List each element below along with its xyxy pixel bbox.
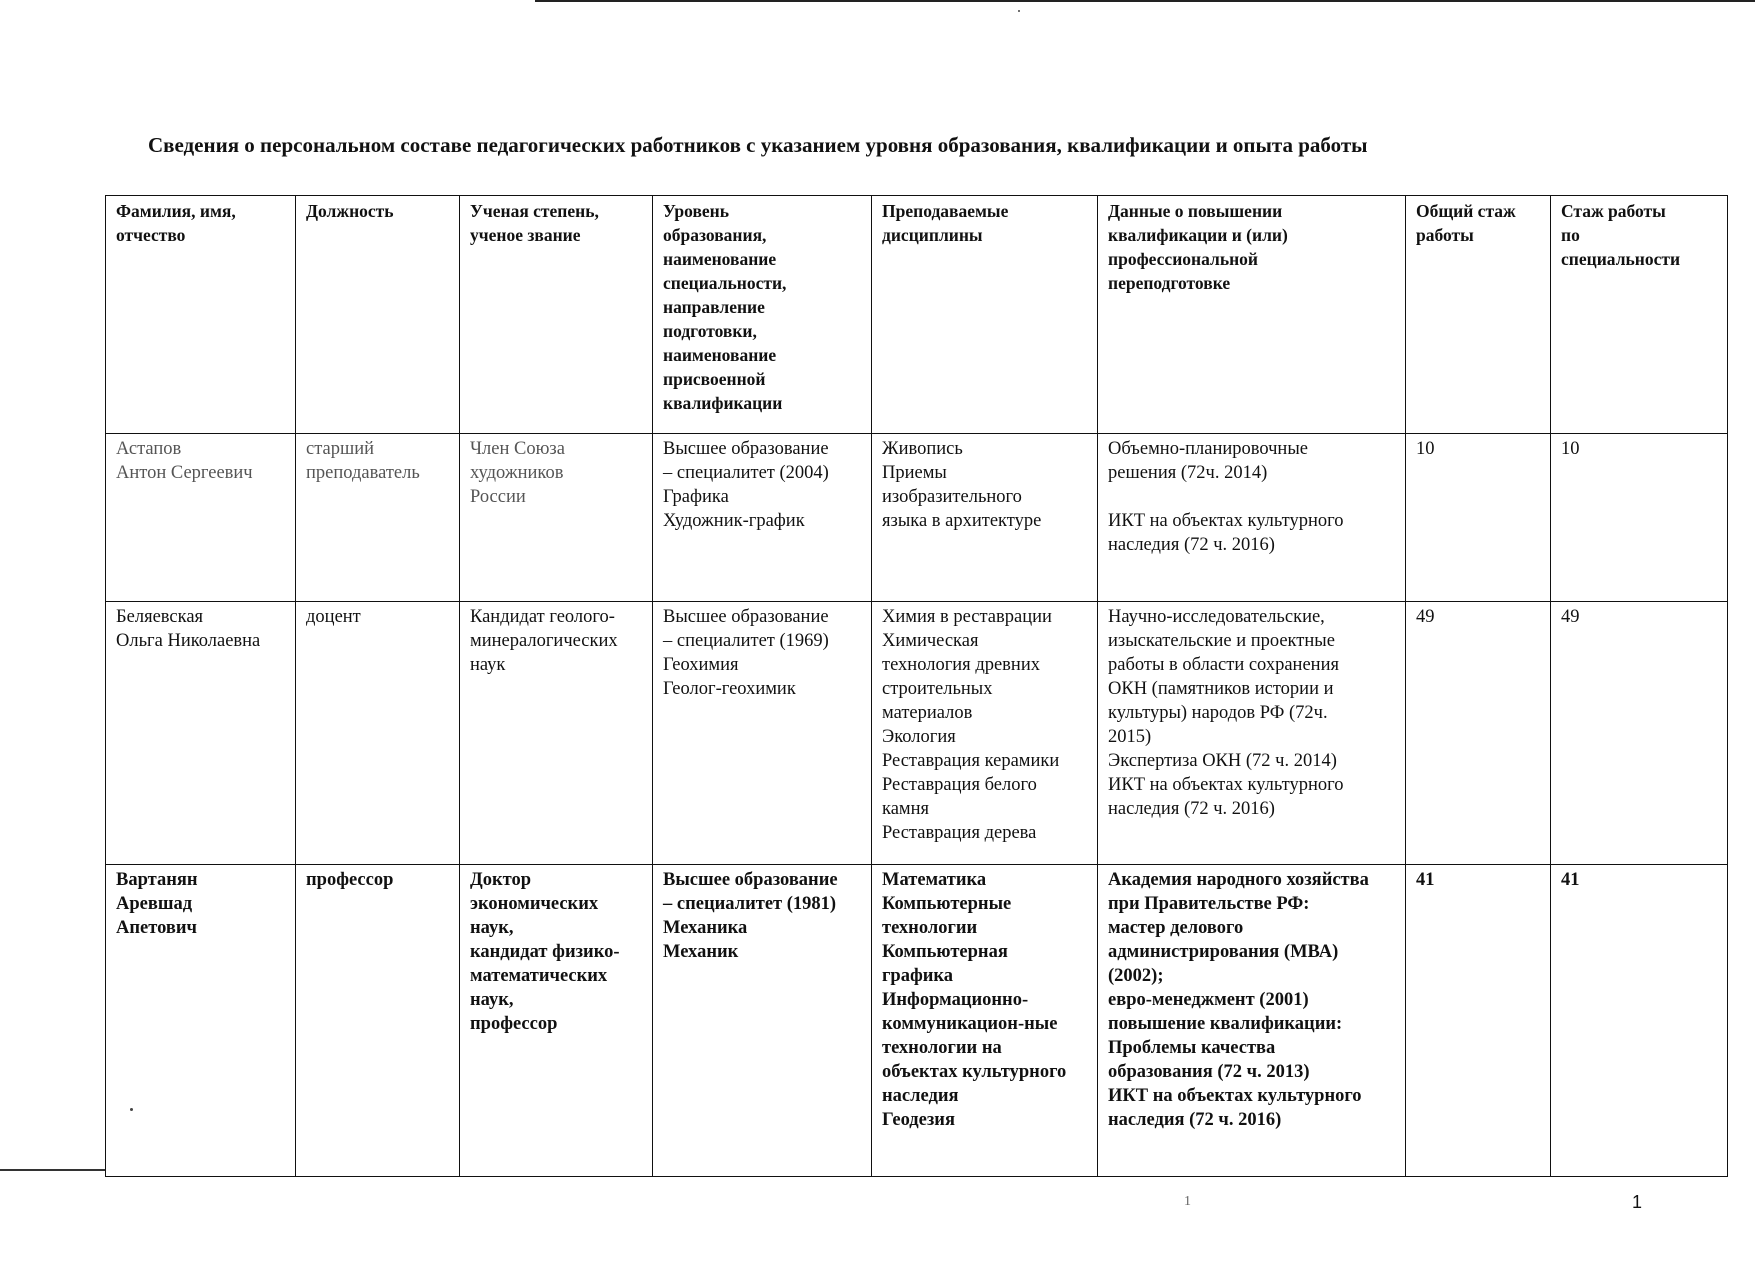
cell-line: доцент xyxy=(306,607,361,627)
cell-line: квалификации и (или) xyxy=(1108,225,1288,245)
cell-disciplines xyxy=(872,602,1098,865)
cell-line: – специалитет (2004) xyxy=(663,463,829,483)
cell-line: технологии на xyxy=(882,1038,1002,1058)
cell-training xyxy=(1098,865,1406,1177)
table-row xyxy=(106,602,1728,865)
cell-line: Антон Сергеевич xyxy=(116,463,253,483)
cell-line: Кандидат геолого- xyxy=(470,607,615,627)
cell-line: Должность xyxy=(306,201,394,221)
cell-education xyxy=(653,602,872,865)
cell-line: Высшее образование xyxy=(663,870,838,890)
cell-line: (2002); xyxy=(1108,966,1164,986)
cell-line: России xyxy=(470,487,526,507)
cell-specialty-experience: 10 xyxy=(1551,434,1728,602)
cell-line: материалов xyxy=(882,703,973,723)
header-specialty-experience xyxy=(1551,196,1728,434)
cell-education xyxy=(653,434,872,602)
cell-line xyxy=(1108,485,1394,509)
cell-line: Вартанян xyxy=(116,870,198,890)
cell-specialty-experience: 49 xyxy=(1551,602,1728,865)
header-education xyxy=(653,196,872,434)
cell-line: Информационно- xyxy=(882,990,1029,1010)
cell-line: Экспертиза ОКН (72 ч. 2014) xyxy=(1108,751,1337,771)
cell-line: 2015) xyxy=(1108,727,1152,747)
cell-training xyxy=(1098,434,1406,602)
cell-line: объектах культурного xyxy=(882,1062,1067,1082)
cell-line: Академия народного хозяйства xyxy=(1108,870,1369,890)
cell-line: при Правительстве РФ: xyxy=(1108,894,1310,914)
cell-line: кандидат физико- xyxy=(470,942,620,962)
cell-line: Ученая степень, xyxy=(470,201,599,221)
header-position xyxy=(296,196,460,434)
page-mark: 1 xyxy=(1184,1194,1191,1209)
cell-line: Уровень xyxy=(663,201,730,221)
cell-specialty-experience: 41 xyxy=(1551,865,1728,1177)
cell-total-experience: 41 xyxy=(1406,865,1551,1177)
cell-line: администрирования (МВА) xyxy=(1108,942,1339,962)
cell-line: Реставрация белого xyxy=(882,775,1037,795)
cell-line: Механик xyxy=(663,942,739,962)
cell-line: Компьютерная xyxy=(882,942,1008,962)
cell-line: профессор xyxy=(470,1014,558,1034)
cell-line: образования (72 ч. 2013) xyxy=(1108,1062,1310,1082)
cell-total-experience: 10 xyxy=(1406,434,1551,602)
scan-edge-top xyxy=(535,0,1755,2)
cell-line: повышение квалификации: xyxy=(1108,1014,1343,1034)
cell-line: ИКТ на объектах культурного xyxy=(1108,511,1344,531)
cell-line: Фамилия, имя, xyxy=(116,201,236,221)
cell-line: работы xyxy=(1416,225,1474,245)
cell-line: образования, xyxy=(663,225,767,245)
cell-line: Механика xyxy=(663,918,748,938)
cell-line: наук xyxy=(470,655,506,675)
cell-line: Данные о повышении xyxy=(1108,201,1283,221)
header-total-experience xyxy=(1406,196,1551,434)
header-degree xyxy=(460,196,653,434)
cell-line: подготовки, xyxy=(663,321,757,341)
cell-line: камня xyxy=(882,799,930,819)
cell-line: графика xyxy=(882,966,954,986)
cell-line: Геохимия xyxy=(663,655,739,675)
cell-line: отчество xyxy=(116,225,186,245)
header-disciplines xyxy=(872,196,1098,434)
cell-line: языка в архитектуре xyxy=(882,511,1042,531)
cell-line: Экология xyxy=(882,727,956,747)
cell-line: работы в области сохранения xyxy=(1108,655,1339,675)
cell-disciplines xyxy=(872,865,1098,1177)
cell-line: Доктор xyxy=(470,870,532,890)
header-name xyxy=(106,196,296,434)
cell-line: Геодезия xyxy=(882,1110,955,1130)
cell-name xyxy=(106,865,296,1177)
cell-line: ОКН (памятников истории и xyxy=(1108,679,1334,699)
cell-line: ИКТ на объектах культурного xyxy=(1108,1086,1362,1106)
cell-line: наследия (72 ч. 2016) xyxy=(1108,1110,1282,1130)
cell-line: наименование xyxy=(663,249,777,269)
cell-line: – специалитет (1969) xyxy=(663,631,829,651)
scan-speck xyxy=(1018,10,1020,12)
cell-line: Научно-исследовательские, xyxy=(1108,607,1325,627)
cell-line: наук, xyxy=(470,990,514,1010)
cell-line: Ольга Николаевна xyxy=(116,631,261,651)
cell-line: художников xyxy=(470,463,564,483)
cell-line: Графика xyxy=(663,487,729,507)
cell-line: присвоенной xyxy=(663,369,766,389)
cell-line: Высшее образование xyxy=(663,607,829,627)
cell-line: технологии xyxy=(882,918,978,938)
cell-line: направление xyxy=(663,297,765,317)
cell-disciplines xyxy=(872,434,1098,602)
cell-education xyxy=(653,865,872,1177)
cell-line: Высшее образование xyxy=(663,439,829,459)
cell-line: Аревшад xyxy=(116,894,193,914)
cell-line: Математика xyxy=(882,870,987,890)
cell-degree xyxy=(460,602,653,865)
cell-line: мастер делового xyxy=(1108,918,1244,938)
cell-line: Преподаваемые xyxy=(882,201,1009,221)
cell-line: Беляевская xyxy=(116,607,204,627)
cell-line: наук, xyxy=(470,918,514,938)
cell-training xyxy=(1098,602,1406,865)
cell-line: Астапов xyxy=(116,439,182,459)
cell-line: Приемы xyxy=(882,463,947,483)
cell-line: Член Союза xyxy=(470,439,565,459)
cell-line: старший xyxy=(306,439,375,459)
cell-position xyxy=(296,434,460,602)
cell-line: Геолог-геохимик xyxy=(663,679,796,699)
cell-line: Живопись xyxy=(882,439,963,459)
cell-line: Химическая xyxy=(882,631,979,651)
cell-line: строительных xyxy=(882,679,993,699)
staff-table xyxy=(105,195,1728,1177)
cell-line: переподготовке xyxy=(1108,273,1231,293)
cell-line: Стаж работы xyxy=(1561,201,1666,221)
cell-line: изыскательские и проектные xyxy=(1108,631,1335,651)
cell-name xyxy=(106,602,296,865)
scan-edge-left xyxy=(0,1169,105,1171)
cell-line: наследия (72 ч. 2016) xyxy=(1108,535,1275,555)
table-row xyxy=(106,434,1728,602)
cell-name xyxy=(106,434,296,602)
header-training xyxy=(1098,196,1406,434)
cell-line: Реставрация керамики xyxy=(882,751,1060,771)
cell-line: преподаватель xyxy=(306,463,420,483)
cell-line: минералогических xyxy=(470,631,618,651)
cell-line: технология древних xyxy=(882,655,1040,675)
cell-line: дисциплины xyxy=(882,225,983,245)
cell-degree xyxy=(460,434,653,602)
cell-line: наследия xyxy=(882,1086,959,1106)
cell-line: профессиональной xyxy=(1108,249,1258,269)
cell-line: евро-менеджмент (2001) xyxy=(1108,990,1309,1010)
cell-line: математических xyxy=(470,966,608,986)
cell-line: наследия (72 ч. 2016) xyxy=(1108,799,1275,819)
cell-line: наименование xyxy=(663,345,777,365)
cell-line: ИКТ на объектах культурного xyxy=(1108,775,1344,795)
cell-degree xyxy=(460,865,653,1177)
cell-line: изобразительного xyxy=(882,487,1022,507)
cell-line: профессор xyxy=(306,870,394,890)
cell-position xyxy=(296,602,460,865)
cell-line: коммуникацион-ные xyxy=(882,1014,1058,1034)
cell-total-experience: 49 xyxy=(1406,602,1551,865)
cell-line: культуры) народов РФ (72ч. xyxy=(1108,703,1328,723)
cell-line: Объемно-планировочные xyxy=(1108,439,1308,459)
page-title: Сведения о персональном составе педагогических работников с указанием уровня образования, квалификации и опыта работы xyxy=(148,133,1368,157)
cell-line: по xyxy=(1561,225,1580,245)
header-row xyxy=(106,196,1728,434)
cell-line: ученое звание xyxy=(470,225,581,245)
page-number: 1 xyxy=(1632,1192,1643,1212)
cell-line: экономических xyxy=(470,894,599,914)
cell-line: Реставрация дерева xyxy=(882,823,1037,843)
cell-position xyxy=(296,865,460,1177)
cell-line: Проблемы качества xyxy=(1108,1038,1276,1058)
cell-line: Компьютерные xyxy=(882,894,1012,914)
cell-line: – специалитет (1981) xyxy=(663,894,837,914)
table-row xyxy=(106,865,1728,1177)
cell-line: специальности, xyxy=(663,273,787,293)
cell-line: Общий стаж xyxy=(1416,201,1516,221)
cell-line: Апетович xyxy=(116,918,197,938)
cell-line: Художник-график xyxy=(663,511,805,531)
cell-line: Химия в реставрации xyxy=(882,607,1052,627)
cell-line: решения (72ч. 2014) xyxy=(1108,463,1268,483)
cell-line: квалификации xyxy=(663,393,783,413)
cell-line: специальности xyxy=(1561,249,1681,269)
